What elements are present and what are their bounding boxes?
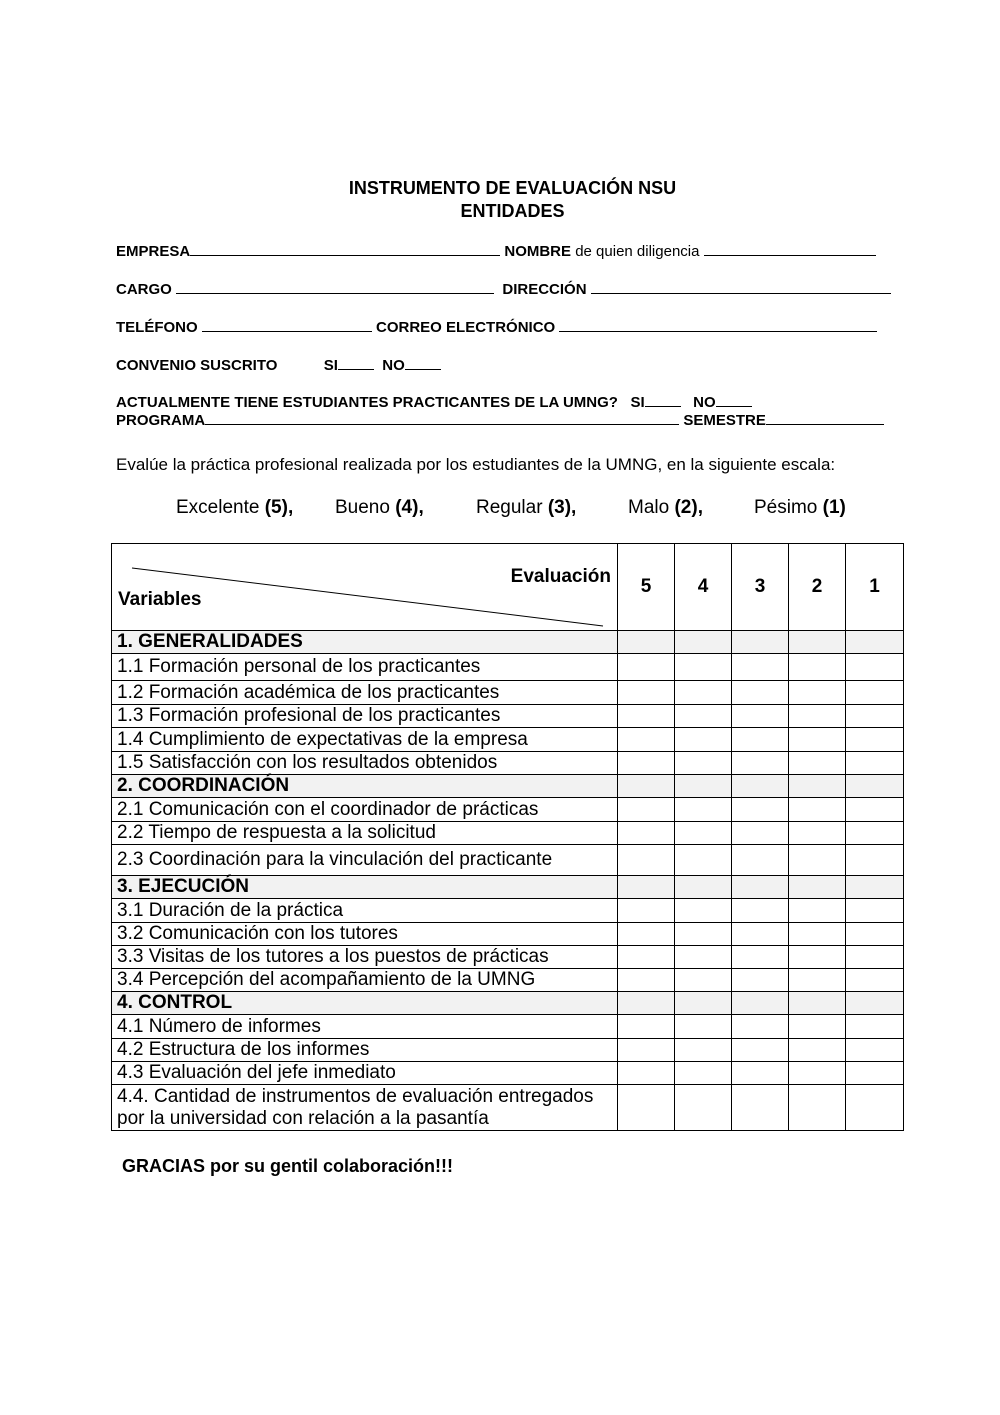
variable-label: 1.1 Formación personal de los practicantes [112,654,618,681]
score-cell-5 [618,775,675,798]
table-row [112,728,904,752]
score-cell-4 [675,992,732,1015]
table-row [112,899,904,923]
score-cell-5[interactable] [618,1039,675,1062]
score-cell-2[interactable] [789,654,846,681]
score-cell-2[interactable] [789,923,846,946]
variable-label: 2.1 Comunicación con el coordinador de prácticas [112,798,618,822]
score-cell-3[interactable] [732,1062,789,1085]
score-cell-2[interactable] [789,845,846,876]
section-title: 3. EJECUCIÓN [112,876,618,899]
variable-label: 4.4. Cantidad de instrumentos de evaluación entregados por la universidad con relación a la pasantía [112,1085,618,1131]
score-cell-3[interactable] [732,681,789,705]
score-cell-2[interactable] [789,798,846,822]
cargo-label: CARGO [116,281,172,298]
variable-label: 4.3 Evaluación del jefe inmediato [112,1062,618,1085]
score-cell-3[interactable] [732,899,789,923]
score-cell-4[interactable] [675,923,732,946]
score-cell-1[interactable] [846,1015,904,1039]
scale-item-3 [476,497,576,519]
table-row [112,681,904,705]
score-cell-3[interactable] [732,946,789,969]
score-cell-2 [789,876,846,899]
table-row [112,752,904,775]
score-cell-3[interactable] [732,1085,789,1131]
score-cell-1[interactable] [846,899,904,923]
nombre-field[interactable] [704,243,876,256]
practicantes-si-field[interactable] [645,394,681,407]
nombre-label: NOMBRE [504,243,572,260]
form-subtitle: ENTIDADES [460,201,565,221]
score-cell-5[interactable] [618,1085,675,1131]
table-header-row [112,544,904,631]
score-cell-4[interactable] [675,845,732,876]
practicantes-no-label: NO [693,394,716,411]
score-cell-5[interactable] [618,899,675,923]
variable-label: 4.1 Número de informes [112,1015,618,1039]
score-cell-4[interactable] [675,728,732,752]
score-cell-4 [675,876,732,899]
instructions-text: Evalúe la práctica profesional realizada por los estudiantes de la UMNG, en la siguiente escala: [116,455,836,474]
score-cell-4[interactable] [675,969,732,992]
practicantes-si-label: SI [630,394,645,411]
score-cell-5[interactable] [618,822,675,845]
score-cell-4 [675,775,732,798]
variable-label: 1.4 Cumplimiento de expectativas de la empresa [112,728,618,752]
telefono-label: TELÉFONO [116,319,198,336]
programa-row [116,412,884,429]
table-row [112,1062,904,1085]
score-cell-2[interactable] [789,752,846,775]
score-cell-4[interactable] [675,946,732,969]
scale-value: (1) [822,497,846,518]
variable-label: 3.4 Percepción del acompañamiento de la UMNG [112,969,618,992]
evaluation-table [111,543,904,1131]
variable-label: 4.2 Estructura de los informes [112,1039,618,1062]
score-cell-2[interactable] [789,899,846,923]
semestre-label: SEMESTRE [683,412,766,429]
score-cell-1 [846,631,904,654]
score-cell-5[interactable] [618,681,675,705]
score-cell-1[interactable] [846,923,904,946]
score-cell-1 [846,876,904,899]
score-cell-1[interactable] [846,728,904,752]
practicantes-row [116,394,752,411]
convenio-si-field[interactable] [338,357,374,370]
programa-label: PROGRAMA [116,412,206,429]
score-cell-5[interactable] [618,969,675,992]
score-cell-1[interactable] [846,822,904,845]
nombre-suffix: de quien diligencia [571,243,704,260]
scale-item-1 [754,497,846,519]
score-cell-4[interactable] [675,899,732,923]
score-cell-2 [789,992,846,1015]
score-cell-3[interactable] [732,969,789,992]
correo-label: CORREO ELECTRÓNICO [376,319,556,336]
score-cell-5[interactable] [618,728,675,752]
section-row [112,631,904,654]
correo-field[interactable] [559,319,877,332]
score-cell-4[interactable] [675,1085,732,1131]
score-cell-3 [732,775,789,798]
score-header-5: 5 [618,544,675,631]
score-cell-1[interactable] [846,798,904,822]
score-header-2: 2 [789,544,846,631]
score-cell-1[interactable] [846,705,904,728]
table-row [112,923,904,946]
score-cell-5[interactable] [618,752,675,775]
score-cell-1[interactable] [846,969,904,992]
score-cell-2[interactable] [789,1039,846,1062]
score-cell-3[interactable] [732,1015,789,1039]
score-cell-2[interactable] [789,1015,846,1039]
score-cell-4[interactable] [675,798,732,822]
scale-value: (2), [674,497,703,518]
table-row [112,654,904,681]
section-row [112,876,904,899]
table-row [112,946,904,969]
scale-label: Bueno [335,497,396,518]
practicantes-label: ACTUALMENTE TIENE ESTUDIANTES PRACTICANTES DE LA UMNG? [116,394,618,411]
header-evaluacion: Evaluación [510,566,611,587]
direccion-field[interactable] [591,281,891,294]
score-cell-1[interactable] [846,752,904,775]
scale-value: (4), [395,497,424,518]
cargo-row [116,281,891,298]
score-cell-3 [732,631,789,654]
score-cell-5[interactable] [618,1062,675,1085]
score-cell-1[interactable] [846,1039,904,1062]
convenio-no-label: NO [382,357,405,374]
scale-value: (5), [264,497,294,518]
practicantes-no-field[interactable] [716,394,752,407]
scale-label: Malo [628,497,675,518]
convenio-label: CONVENIO SUSCRITO [116,357,278,374]
score-cell-3 [732,992,789,1015]
score-cell-3[interactable] [732,728,789,752]
scale-item-4 [335,497,424,519]
variable-label: 3.3 Visitas de los tutores a los puestos de prácticas [112,946,618,969]
variable-label: 1.3 Formación profesional de los practicantes [112,705,618,728]
score-cell-4[interactable] [675,681,732,705]
score-cell-5 [618,631,675,654]
programa-field[interactable] [205,412,679,425]
score-cell-2 [789,631,846,654]
table-row [112,969,904,992]
score-cell-1[interactable] [846,1062,904,1085]
scale-item-5 [176,497,293,519]
table-row [112,822,904,845]
score-cell-5[interactable] [618,923,675,946]
scale-label: Pésimo [754,497,823,518]
score-cell-3[interactable] [732,1039,789,1062]
score-cell-4[interactable] [675,1015,732,1039]
cargo-field[interactable] [176,281,494,294]
score-cell-5[interactable] [618,845,675,876]
convenio-no-field[interactable] [405,357,441,370]
variable-label: 3.2 Comunicación con los tutores [112,923,618,946]
score-cell-1[interactable] [846,845,904,876]
empresa-field[interactable] [190,243,500,256]
score-cell-3[interactable] [732,923,789,946]
convenio-row [116,357,441,374]
table-row [112,705,904,728]
section-title: 1. GENERALIDADES [112,631,618,654]
score-cell-5 [618,992,675,1015]
score-cell-5[interactable] [618,946,675,969]
score-cell-4[interactable] [675,752,732,775]
score-cell-5[interactable] [618,654,675,681]
table-row [112,1039,904,1062]
score-cell-1[interactable] [846,946,904,969]
score-cell-5[interactable] [618,798,675,822]
score-cell-1 [846,992,904,1015]
score-cell-4[interactable] [675,654,732,681]
telefono-field[interactable] [202,319,372,332]
score-header-1: 1 [846,544,904,631]
thanks-text: GRACIAS por su gentil colaboración!!! [122,1156,454,1176]
score-cell-1[interactable] [846,654,904,681]
section-title: 4. CONTROL [112,992,618,1015]
score-cell-4[interactable] [675,705,732,728]
score-cell-3[interactable] [732,845,789,876]
score-cell-3 [732,876,789,899]
scale-item-2 [628,497,703,519]
score-cell-2[interactable] [789,728,846,752]
score-cell-3[interactable] [732,798,789,822]
score-cell-2[interactable] [789,1085,846,1131]
variable-label: 3.1 Duración de la práctica [112,899,618,923]
header-variables: Variables [118,589,202,610]
table-header-variables-cell [112,544,618,631]
score-cell-2[interactable] [789,822,846,845]
score-cell-2 [789,775,846,798]
variable-label: 2.3 Coordinación para la vinculación del practicante [112,845,618,876]
score-cell-3[interactable] [732,752,789,775]
score-cell-4[interactable] [675,1062,732,1085]
section-row [112,775,904,798]
score-header-3: 3 [732,544,789,631]
score-header-4: 4 [675,544,732,631]
score-cell-2[interactable] [789,681,846,705]
semestre-field[interactable] [766,412,884,425]
score-cell-5[interactable] [618,1015,675,1039]
scale-label: Regular [476,497,548,518]
variable-label: 2.2 Tiempo de respuesta a la solicitud [112,822,618,845]
score-cell-2[interactable] [789,969,846,992]
scale-label: Excelente [176,497,265,518]
score-cell-4[interactable] [675,822,732,845]
table-row [112,1085,904,1131]
table-row [112,845,904,876]
score-cell-1[interactable] [846,1085,904,1131]
score-cell-2[interactable] [789,1062,846,1085]
direccion-label: DIRECCIÓN [502,281,587,298]
table-row [112,798,904,822]
score-cell-5 [618,876,675,899]
scale-value: (3), [547,497,577,518]
score-cell-3[interactable] [732,705,789,728]
empresa-row [116,243,876,260]
score-cell-1[interactable] [846,681,904,705]
empresa-label: EMPRESA [116,243,191,260]
telefono-row [116,319,877,336]
score-cell-1 [846,775,904,798]
table-row [112,1015,904,1039]
score-cell-2[interactable] [789,705,846,728]
score-cell-4 [675,631,732,654]
score-cell-2[interactable] [789,946,846,969]
form-title: INSTRUMENTO DE EVALUACIÓN NSU [348,178,677,198]
variable-label: 1.2 Formación académica de los practicantes [112,681,618,705]
score-cell-3[interactable] [732,822,789,845]
score-cell-4[interactable] [675,1039,732,1062]
score-cell-5[interactable] [618,705,675,728]
section-title: 2. COORDINACIÓN [112,775,618,798]
section-row [112,992,904,1015]
convenio-si-label: SI [323,357,338,374]
score-cell-3[interactable] [732,654,789,681]
variable-label: 1.5 Satisfacción con los resultados obtenidos [112,752,618,775]
